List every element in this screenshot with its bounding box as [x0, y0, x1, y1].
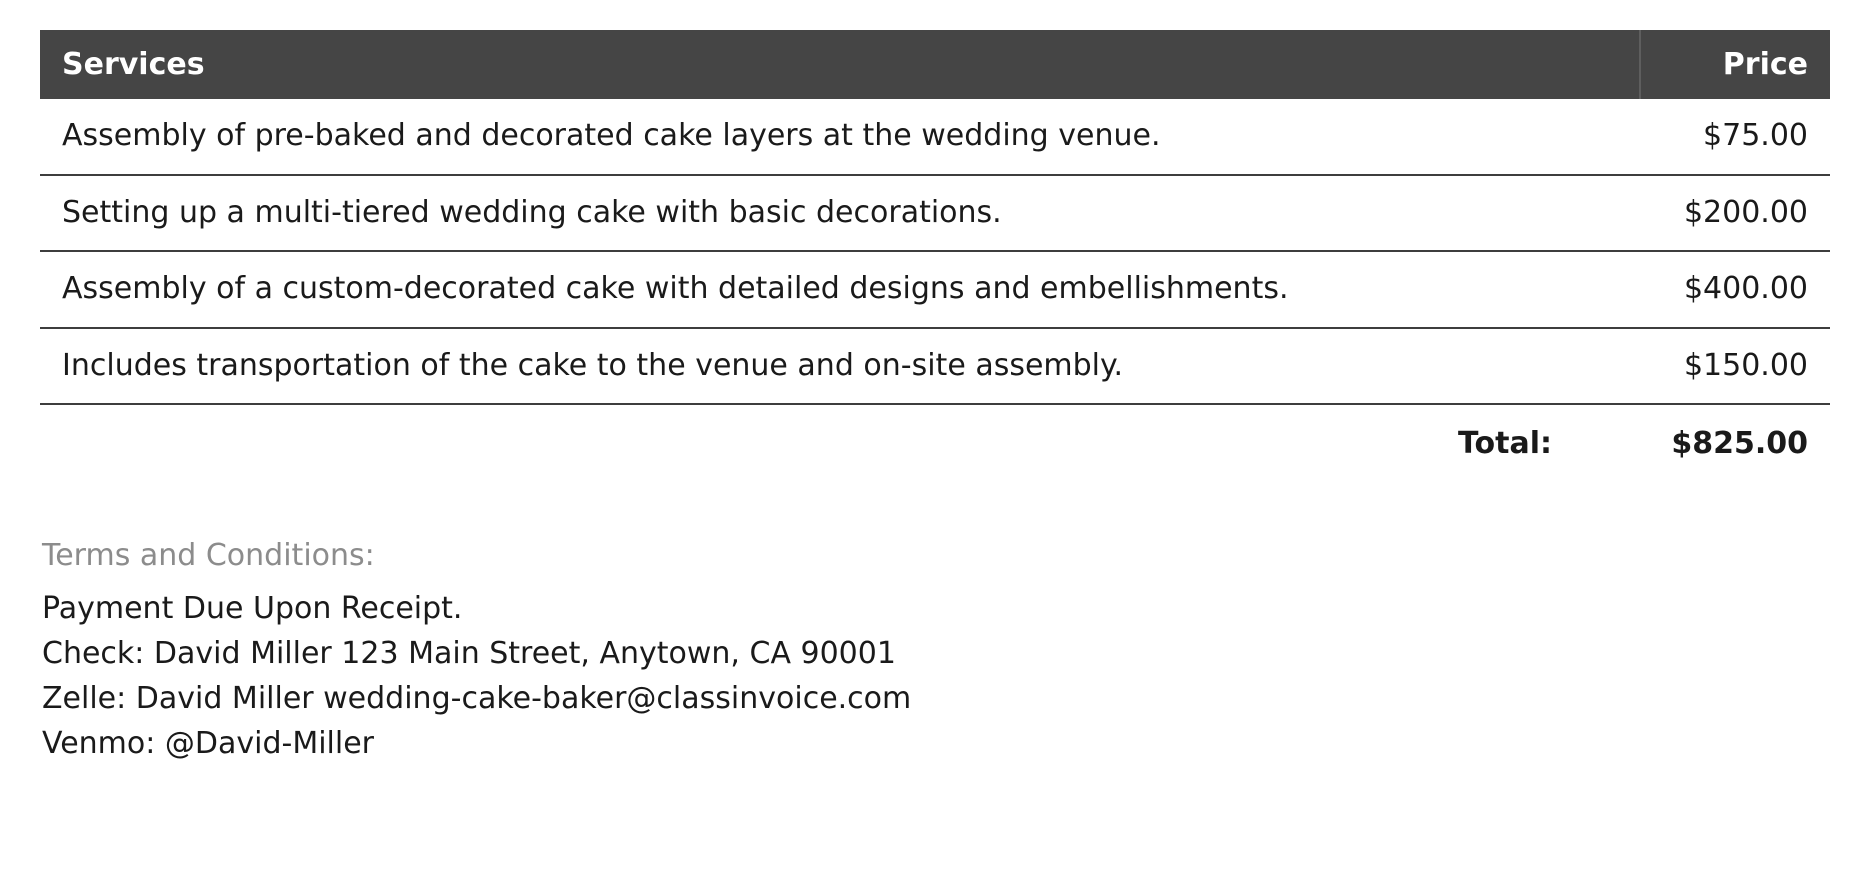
service-price: $75.00 — [1640, 99, 1830, 175]
column-header-services: Services — [40, 30, 1640, 99]
terms-line: Zelle: David Miller wedding-cake-baker@classinvoice.com — [42, 680, 912, 716]
service-description: Assembly of pre-baked and decorated cake layers at the wedding venue. — [40, 99, 1640, 175]
total-row — [40, 404, 1830, 482]
table-row — [40, 251, 1830, 328]
terms-line: Venmo: @David-Miller — [42, 725, 375, 761]
service-price: $400.00 — [1640, 251, 1830, 328]
table-header-row — [40, 30, 1830, 99]
column-header-price: Price — [1640, 30, 1830, 99]
terms-line: Check: David Miller 123 Main Street, Anytown, CA 90001 — [42, 635, 896, 671]
terms-line: Payment Due Upon Receipt. — [42, 590, 463, 626]
services-table — [40, 30, 1830, 482]
table-row — [40, 99, 1830, 175]
table-body — [40, 99, 1830, 482]
service-description: Setting up a multi-tiered wedding cake with basic decorations. — [40, 175, 1640, 252]
terms-title: Terms and Conditions: — [42, 537, 375, 573]
service-description: Includes transportation of the cake to the venue and on-site assembly. — [40, 328, 1640, 405]
service-description: Assembly of a custom-decorated cake with detailed designs and embellishments. — [40, 251, 1640, 328]
table-header — [40, 30, 1830, 99]
service-price: $200.00 — [1640, 175, 1830, 252]
service-price: $150.00 — [1640, 328, 1830, 405]
table-row — [40, 328, 1830, 405]
total-label: Total: — [1458, 426, 1552, 461]
total-value: $825.00 — [1671, 426, 1808, 461]
table-row — [40, 175, 1830, 252]
terms-and-conditions — [40, 538, 1828, 766]
